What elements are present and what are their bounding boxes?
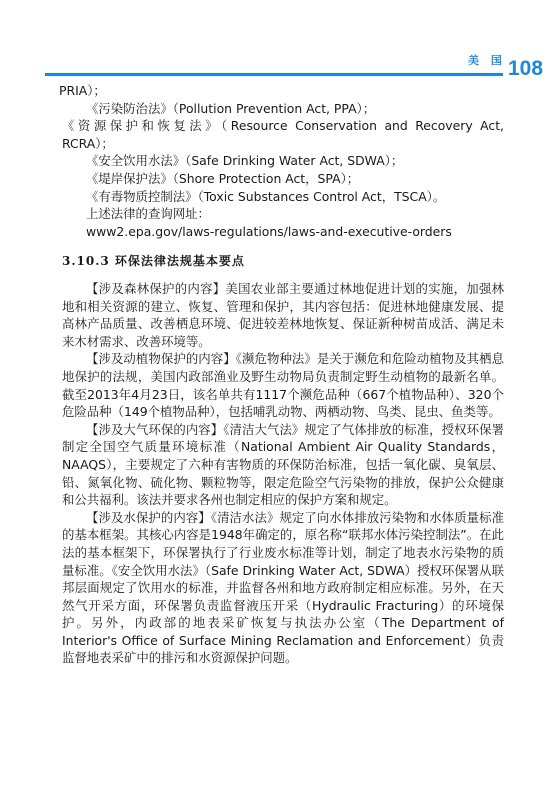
- law-list-line: 《有毒物质控制法》（Toxic Substances Control Act，TSCA）。: [86, 188, 446, 204]
- header-country-label: 美 国: [468, 54, 506, 67]
- paragraph-wildlife: 【涉及动植物保护的内容】《濒危物种法》是关于濒危和危险动植物及其栖息地保护的法规，美国内政部渔业及野生动物局负责制定野生动植物的最新名单。截至2013年4月23日，该名单共有1117个濒危品种（667个植物品种）、320个危险品种（149个植物品种），包括哺乳动物、两栖动物、鸟类、昆虫、鱼类等。: [62, 351, 504, 420]
- paragraph-forest: 【涉及森林保护的内容】美国农业部主要通过林地促进计划的实施，加强林地和相关资源的建立、恢复、管理和保护，其内容包括：促进林地健康发展、提高林产品质量、改善栖息环境、促进较差林地恢复、保证新种树苗成活、满足未来木材需求、改善环境等。: [62, 281, 504, 349]
- page-number: 108: [508, 57, 544, 80]
- law-list-line: PRIA）；: [59, 83, 106, 98]
- law-url[interactable]: www2.epa.gov/laws-regulations/laws-and-executive-orders: [86, 223, 452, 239]
- law-list-line: 《安全饮用水法》（Safe Drinking Water Act, SDWA）；: [86, 153, 404, 169]
- header-rule: [45, 73, 503, 76]
- law-list-line: 上述法律的查询网址：: [86, 206, 210, 222]
- law-list-line: 《资源保护和恢复法》（Resource Conservation and Recovery Act, RCRA）；: [62, 118, 504, 151]
- paragraph-water: 【涉及水保护的内容】《清洁水法》规定了向水体排放污染物和水体质量标准的基本框架。其核心内容是1948年确定的，原名称“联邦水体污染控制法”。在此法的基本框架下，环保署执行了行业废水标准等计划，制定了地表水污染物的质量标准。《安全饮用水法》（Safe Drinking Water Act, SDWA）授权环保署从联邦层面规定了饮用水的标准，并监督各州和地方政府制定相应标准。另外，在天然气开采方面，环保署负责监督液压开采（Hydraulic Fracturing）的环境保护。另外，内政部的地表采矿恢复与执法办公室（The Department of Interior's Office of Surface Mining Reclamation and Enforcement）负责监督地表采矿中的排污和水资源保护问题。: [62, 509, 504, 666]
- law-list-line: 《污染防治法》（Pollution Prevention Act, PPA）；: [86, 100, 376, 116]
- paragraph-air: 【涉及大气环保的内容】《清洁大气法》规定了气体排放的标准，授权环保署制定全国空气质量环境标准（National Ambient Air Quality Standards，NAAQS），主要规定了六种有害物质的环保防治标准，包括一氧化碳、臭氧层、铅、氮氧化物、硫化物、颗粒物等，限定危险空气污染物的排放，保护公众健康和公共福利。该法并要求各州也制定相应的保护方案和规定。: [62, 421, 504, 508]
- law-list: [59, 82, 504, 240]
- section-body: [62, 280, 504, 667]
- section-heading: 3.10.3 环保法律法规基本要点: [62, 254, 245, 268]
- law-list-line: 《堤岸保护法》（Shore Protection Act，SPA）；: [86, 170, 360, 186]
